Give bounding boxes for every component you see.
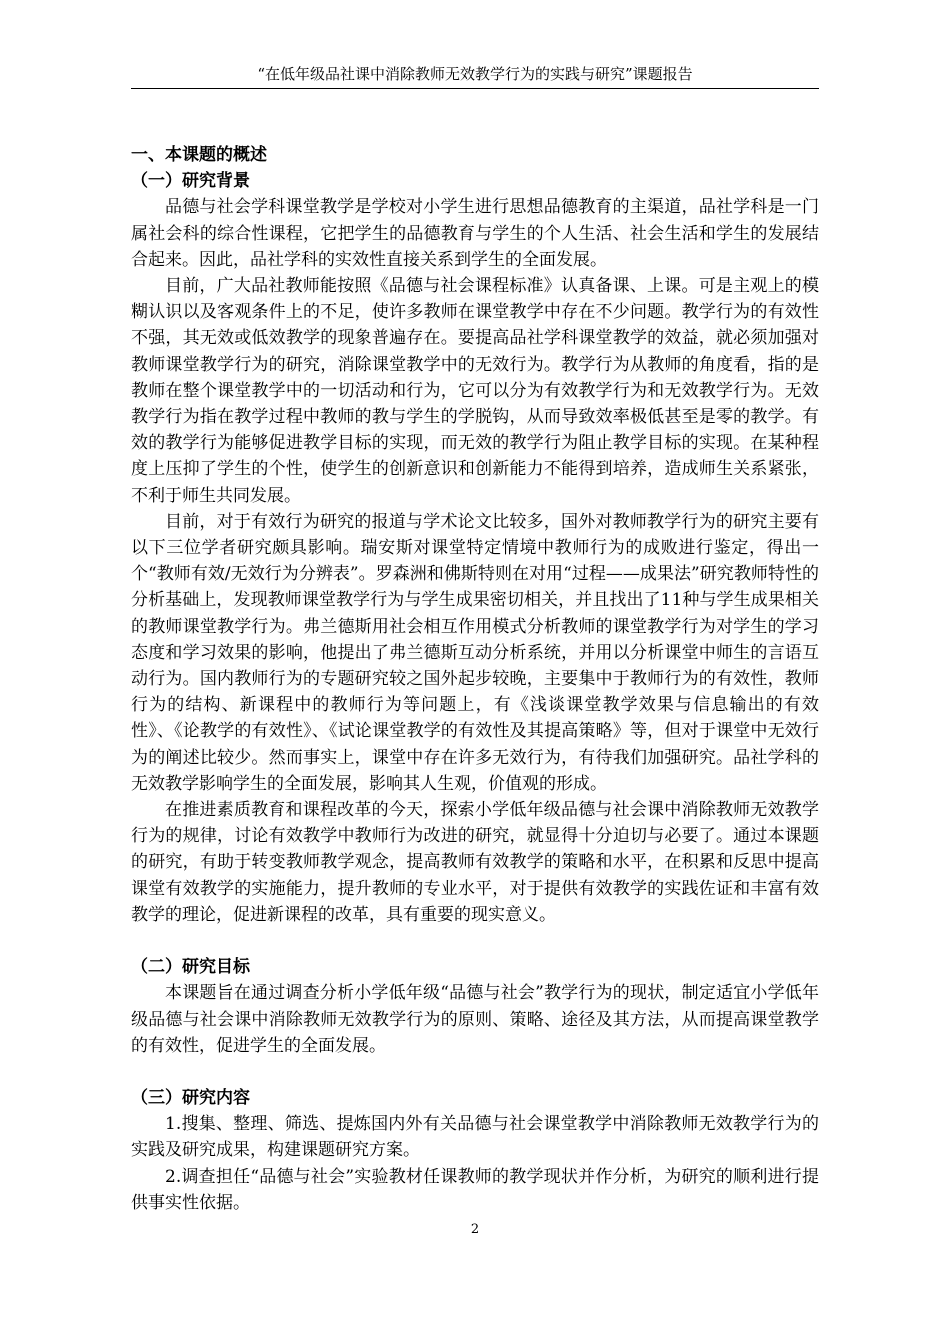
list-item: 1.搜集、整理、筛选、提炼国内外有关品德与社会课堂教学中消除教师无效教学行为的实践及研究成果，构建课题研究方案。	[131, 1114, 819, 1161]
subsection-heading-content: （三）研究内容	[131, 1087, 250, 1108]
section-heading: 一、本课题的概述	[131, 145, 267, 165]
paragraph: 本课题旨在通过调查分析小学低年级“品德与社会”教学行为的现状，制定适宜小学低年级品德与社会课中消除教师无效教学行为的原则、策略、途径及其方法，从而提高课堂教学的有效性，促进学生的全面发展。	[131, 983, 819, 1056]
subsection-heading-goals: （二）研究目标	[131, 957, 250, 978]
paragraph-spacer	[131, 1059, 819, 1085]
document-body	[131, 142, 819, 1216]
list-item: 2.调查担任“品德与社会”实验教材任课教师的教学现状并作分析，为研究的顺利进行提供事实性依据。	[131, 1166, 819, 1213]
running-header: “在低年级品社课中消除教师无效教学行为的实践与研究”课题报告	[131, 64, 819, 89]
paragraph-spacer	[131, 928, 819, 954]
page-number: 2	[470, 1222, 480, 1237]
paragraph: 在推进素质教育和课程改革的今天，探索小学低年级品德与社会课中消除教师无效教学行为的规律，讨论有效教学中教师行为改进的研究，就显得十分迫切与必要了。通过本课题的研究，有助于转变教师教学观念，提高教师有效教学的策略和水平，在积累和反思中提高课堂有效教学的实施能力，提升教师的专业水平，对于提供有效教学的实践佐证和丰富有效教学的理论，促进新课程的改革，具有重要的现实意义。	[131, 800, 819, 925]
paragraph: 目前，广大品社教师能按照《品德与社会课程标准》认真备课、上课。可是主观上的模糊认识以及客观条件上的不足，使许多教师在课堂教学中存在不少问题。教学行为的有效性不强，其无效或低效教学的现象普遍存在。要提高品社学科课堂教学的效益，就必须加强对教师课堂教学行为的研究，消除课堂教学中的无效行为。教学行为从教师的角度看，指的是教师在整个课堂教学中的一切活动和行为，它可以分为有效教学行为和无效教学行为。无效教学行为指在教学过程中教师的教与学生的学脱钩，从而导致效率极低甚至是零的教学。有效的教学行为能够促进教学目标的实现，而无效的教学行为阻止教学目标的实现。在某种程度上压抑了学生的个性，使学生的创新意识和创新能力不能得到培养，造成师生关系紧张，不利于师生共同发展。	[131, 276, 819, 506]
subsection-heading-background: （一）研究背景	[131, 171, 250, 192]
paragraph: 目前，对于有效行为研究的报道与学术论文比较多，国外对教师教学行为的研究主要有以下三位学者研究颇具影响。瑞安斯对课堂特定情境中教师行为的成败进行鉴定，得出一个“教师有效/无效行为分辨表”。罗森洲和佛斯特则在对用“过程——成果法”研究教师特性的分析基础上，发现教师课堂教学行为与学生成果密切相关，并且找出了11种与学生成果相关的教师课堂教学行为。弗兰德斯用社会相互作用模式分析教师的课堂教学行为对学生的学习态度和学习效果的影响，他提出了弗兰德斯互动分析系统，并用以分析课堂中师生的言语互动行为。国内教师行为的专题研究较之国外起步较晚，主要集中于教师行为的有效性，教师行为的结构、新课程中的教师行为等问题上，有《浅谈课堂教学效果与信息输出的有效性》、《论教学的有效性》、《试论课堂教学的有效性及其提高策略》等，但对于课堂中无效行为的阐述比较少。然而事实上，课堂中存在许多无效行为，有待我们加强研究。品社学科的无效教学影响学生的全面发展，影响其人生观，价值观的形成。	[131, 511, 819, 794]
paragraph: 品德与社会学科课堂教学是学校对小学生进行思想品德教育的主渠道，品社学科是一门属社会科的综合性课程，它把学生的品德教育与学生的个人生活、社会生活和学生的发展结合起来。因此，品社学科的实效性直接关系到学生的全面发展。	[131, 197, 819, 270]
